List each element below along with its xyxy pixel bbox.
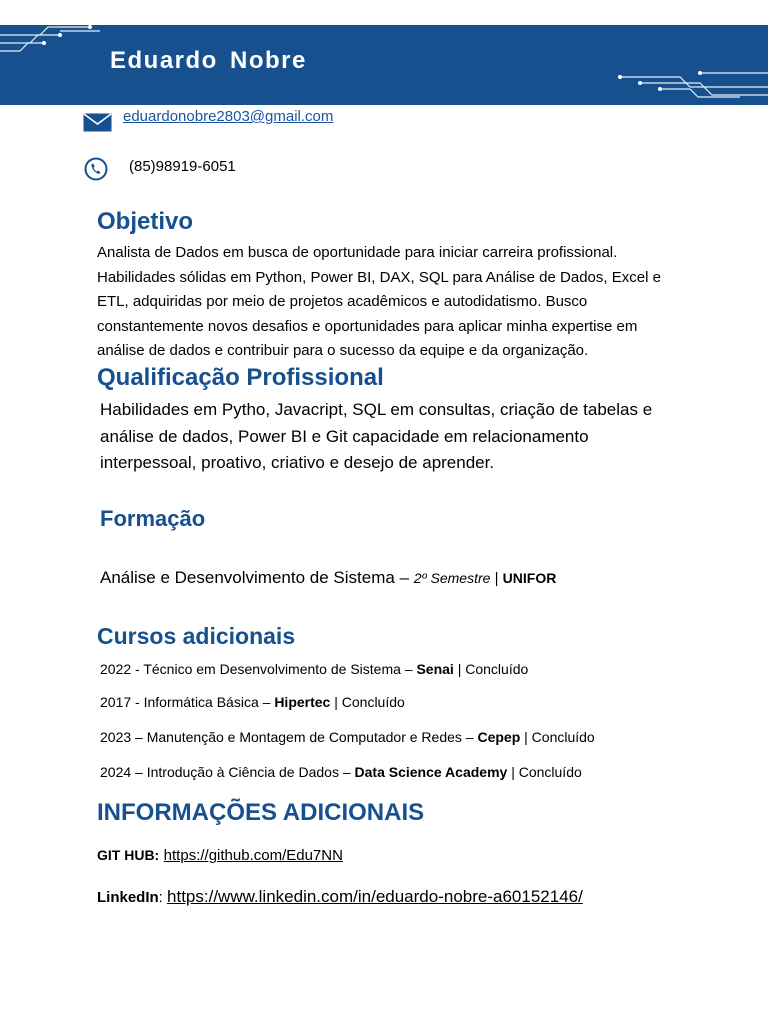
section-title-qualificacao: Qualificação Profissional <box>97 364 384 391</box>
course-org: Senai <box>416 661 454 677</box>
course-status: | Concluído <box>507 764 582 780</box>
phone-number: (85)98919-6051 <box>129 158 236 175</box>
qualificacao-line: análise de dados, Power BI e Git capacidade em relacionamento <box>100 426 589 446</box>
course-item <box>100 764 582 780</box>
objetivo-line: Habilidades sólidas em Python, Power BI, DAX, SQL para Análise de Dados, Excel e <box>97 268 661 286</box>
linkedin-row <box>97 887 583 907</box>
formacao-institution: UNIFOR <box>502 570 557 586</box>
header-banner <box>0 25 768 105</box>
linkedin-link[interactable]: https://www.linkedin.com/in/eduardo-nobre-a60152146/ <box>167 887 583 906</box>
objetivo-line: Analista de Dados em busca de oportunidade para iniciar carreira profissional. <box>97 244 618 261</box>
section-title-objetivo: Objetivo <box>97 208 194 235</box>
objetivo-line: análise de dados e contribuir para o sucesso da equipe e da organização. <box>97 342 589 359</box>
course-item <box>100 661 528 677</box>
github-label: GIT HUB: <box>97 847 160 863</box>
objetivo-line: ETL, adquiridas por meio de projetos acadêmicos e autodidatismo. Busco <box>97 293 588 310</box>
objetivo-text <box>97 241 661 364</box>
course-org: Data Science Academy <box>354 764 508 780</box>
course-org: Cepep <box>477 729 521 745</box>
formacao-entry <box>100 568 556 588</box>
envelope-icon <box>83 113 112 132</box>
course-text: 2023 – Manutenção e Montagem de Computador e Redes – <box>100 729 478 745</box>
email-link[interactable]: eduardonobre2803@gmail.com <box>123 108 334 125</box>
course-status: | Concluído <box>520 729 595 745</box>
phone-icon <box>83 157 109 181</box>
candidate-name: Eduardo Nobre <box>110 47 307 74</box>
section-title-informacoes: INFORMAÇÕES ADICIONAIS <box>97 799 425 826</box>
section-title-formacao: Formação <box>100 506 206 531</box>
qualificacao-line: Habilidades em Pytho, Javacript, SQL em consultas, criação de tabelas e <box>100 400 653 419</box>
course-status: | Concluído <box>453 661 529 677</box>
formacao-separator: | <box>490 570 503 587</box>
course-status: | Concluído <box>330 694 405 710</box>
objetivo-line: constantemente novos desafios e oportunidades para aplicar minha expertise em <box>97 317 638 335</box>
formacao-course: Análise e Desenvolvimento de Sistema – <box>100 568 414 587</box>
github-row <box>97 847 343 865</box>
course-text: 2024 – Introdução à Ciência de Dados – <box>100 764 355 780</box>
github-link[interactable]: https://github.com/Edu7NN <box>163 847 343 864</box>
qualificacao-text <box>100 397 652 477</box>
course-text: 2017 - Informática Básica – <box>100 694 275 710</box>
formacao-semester: 2º Semestre <box>413 570 491 586</box>
course-item <box>100 694 405 710</box>
qualificacao-line: interpessoal, proativo, criativo e desejo de aprender. <box>100 453 495 472</box>
course-text: 2022 - Técnico em Desenvolvimento de Sistema – <box>100 661 417 677</box>
course-org: Hipertec <box>274 694 331 710</box>
section-title-cursos: Cursos adicionais <box>97 623 296 649</box>
course-item <box>100 729 595 745</box>
linkedin-separator: : <box>158 889 168 906</box>
linkedin-label: LinkedIn <box>97 889 159 906</box>
